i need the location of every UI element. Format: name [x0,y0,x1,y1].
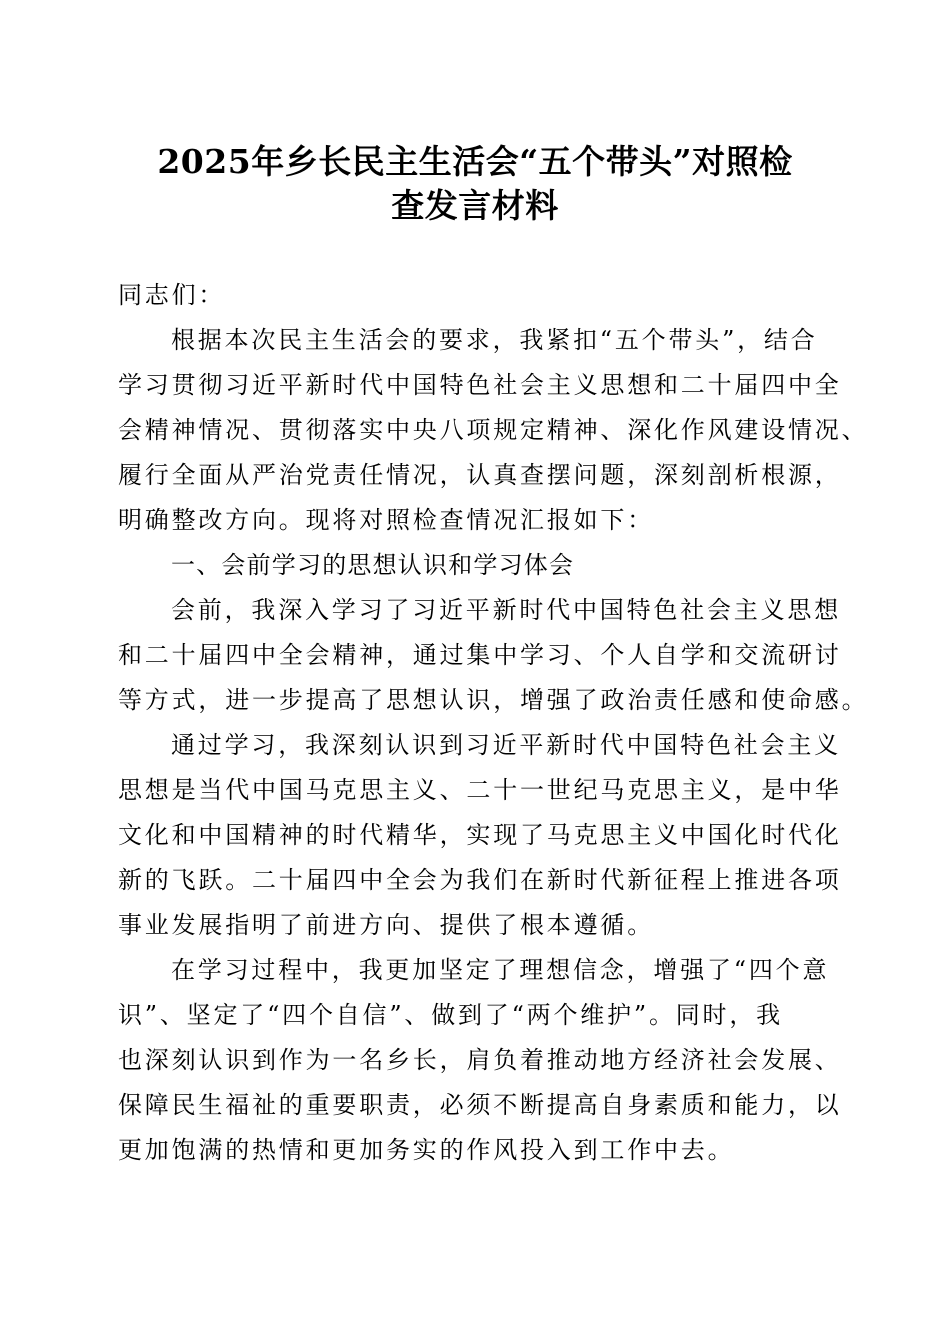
paragraph-2-line-1: 会前，我深入学习了习近平新时代中国特色社会主义思想 [171,596,841,624]
title-line-1: 2025年乡长民主生活会“五个带头”对照检 [157,142,793,181]
paragraph-3-line-3: 文化和中国精神的时代精华，实现了马克思主义中国化时代化 [118,821,842,849]
paragraph-3-line-1: 通过学习，我深刻认识到习近平新时代中国特色社会主义 [171,731,841,759]
document-title [100,140,850,228]
paragraph-1-line-1: 根据本次民主生活会的要求，我紧扣“五个带头”，结合 [171,326,818,354]
greeting: 同志们： [118,281,226,309]
paragraph-4-line-1: 在学习过程中，我更加坚定了理想信念，增强了“四个意 [171,956,830,984]
document-body [118,273,869,1173]
section-1-heading: 一、会前学习的思想认识和学习体会 [171,551,575,579]
paragraph-3-line-4: 新的飞跃。二十届四中全会为我们在新时代新征程上推进各项 [118,866,842,894]
paragraph-2-line-2: 和二十届四中全会精神，通过集中学习、个人自学和交流研讨 [118,641,842,669]
paragraph-1-line-5: 明确整改方向。现将对照检查情况汇报如下： [118,506,654,534]
paragraph-3-line-5: 事业发展指明了前进方向、提供了根本遵循。 [118,911,654,939]
paragraph-1-line-4: 履行全面从严治党责任情况，认真查摆问题，深刻剖析根源， [118,461,842,489]
paragraph-1-line-2: 学习贯彻习近平新时代中国特色社会主义思想和二十届四中全 [118,371,842,399]
paragraph-4-line-3: 也深刻认识到作为一名乡长，肩负着推动地方经济社会发展、 [118,1046,842,1074]
paragraph-4-line-2: 识”、坚定了“四个自信”、做到了“两个维护”。同时，我 [118,1001,783,1029]
paragraph-2-line-3: 等方式，进一步提高了思想认识，增强了政治责任感和使命感。 [118,686,869,714]
paragraph-3-line-2: 思想是当代中国马克思主义、二十一世纪马克思主义，是中华 [118,776,842,804]
paragraph-4-line-4: 保障民生福祉的重要职责，必须不断提高自身素质和能力，以 [118,1091,842,1119]
title-line-2: 查发言材料 [391,186,559,225]
paragraph-4-line-5: 更加饱满的热情和更加务实的作风投入到工作中去。 [118,1136,735,1164]
paragraph-1-line-3: 会精神情况、贯彻落实中央八项规定精神、深化作风建设情况、 [118,416,869,444]
